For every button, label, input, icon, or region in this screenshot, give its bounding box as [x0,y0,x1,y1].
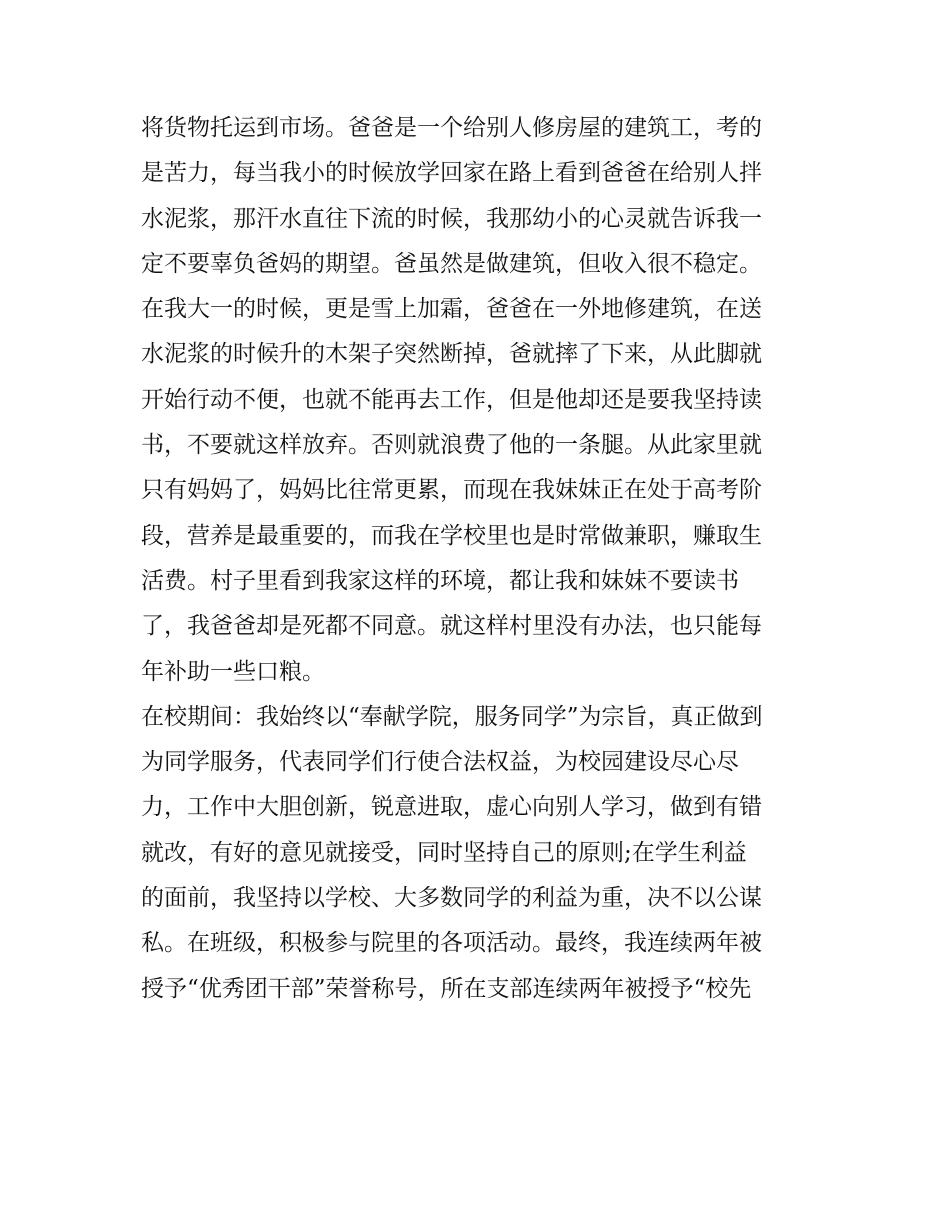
text-line-13: 年补助一些口粮。 [141,658,325,685]
text-line-12: 了，我爸爸却是死都不同意。就这样村里没有办法，也只能每 [141,613,762,640]
text-line-4: 定不要辜负爸妈的期望。爸虽然是做建筑，但收入很不稳定。 [141,250,762,277]
text-line-11: 活费。村子里看到我家这样的环境，都让我和妹妹不要读书 [141,567,739,594]
text-line-2: 是苦力，每当我小的时候放学回家在路上看到爸爸在给别人拌 [141,160,762,187]
text-line-16: 力，工作中大胆创新，锐意进取，虚心向别人学习，做到有错 [141,794,762,821]
text-line-9: 只有妈妈了，妈妈比往常更累，而现在我妹妹正在处于高考阶 [141,477,762,504]
text-line-6: 水泥浆的时候升的木架子突然断掉，爸就摔了下来，从此脚就 [141,341,762,368]
text-line-18: 的面前，我坚持以学校、大多数同学的利益为重，决不以公谋 [141,885,762,912]
text-line-10: 段，营养是最重要的，而我在学校里也是时常做兼职，赚取生 [141,522,762,549]
text-line-1: 将货物托运到市场。爸爸是一个给别人修房屋的建筑工，考的 [141,115,762,141]
text-line-17: 就改，有好的意见就接受，同时坚持自己的原则;在学生利益 [141,839,747,866]
text-line-15: 为同学服务，代表同学们行使合法权益，为校园建设尽心尽 [141,749,739,776]
text-line-20: 授予“优秀团干部”荣誉称号，所在支部连续两年被授予“校先 [141,975,752,1002]
text-line-7: 开始行动不便，也就不能再去工作，但是他却还是要我坚持读 [141,386,762,413]
text-line-19: 私。在班级，积极参与院里的各项活动。最终，我连续两年被 [141,930,762,957]
text-line-8: 书，不要就这样放弃。否则就浪费了他的一条腿。从此家里就 [141,432,762,459]
text-line-3: 水泥浆，那汗水直往下流的时候，我那幼小的心灵就告诉我一 [141,205,762,232]
body-text [141,106,821,1012]
text-line-5: 在我大一的时候，更是雪上加霜，爸爸在一外地修建筑，在送 [141,296,762,323]
text-line-14: 在校期间：我始终以“奉献学院，服务同学”为宗旨，真正做到 [141,703,763,730]
